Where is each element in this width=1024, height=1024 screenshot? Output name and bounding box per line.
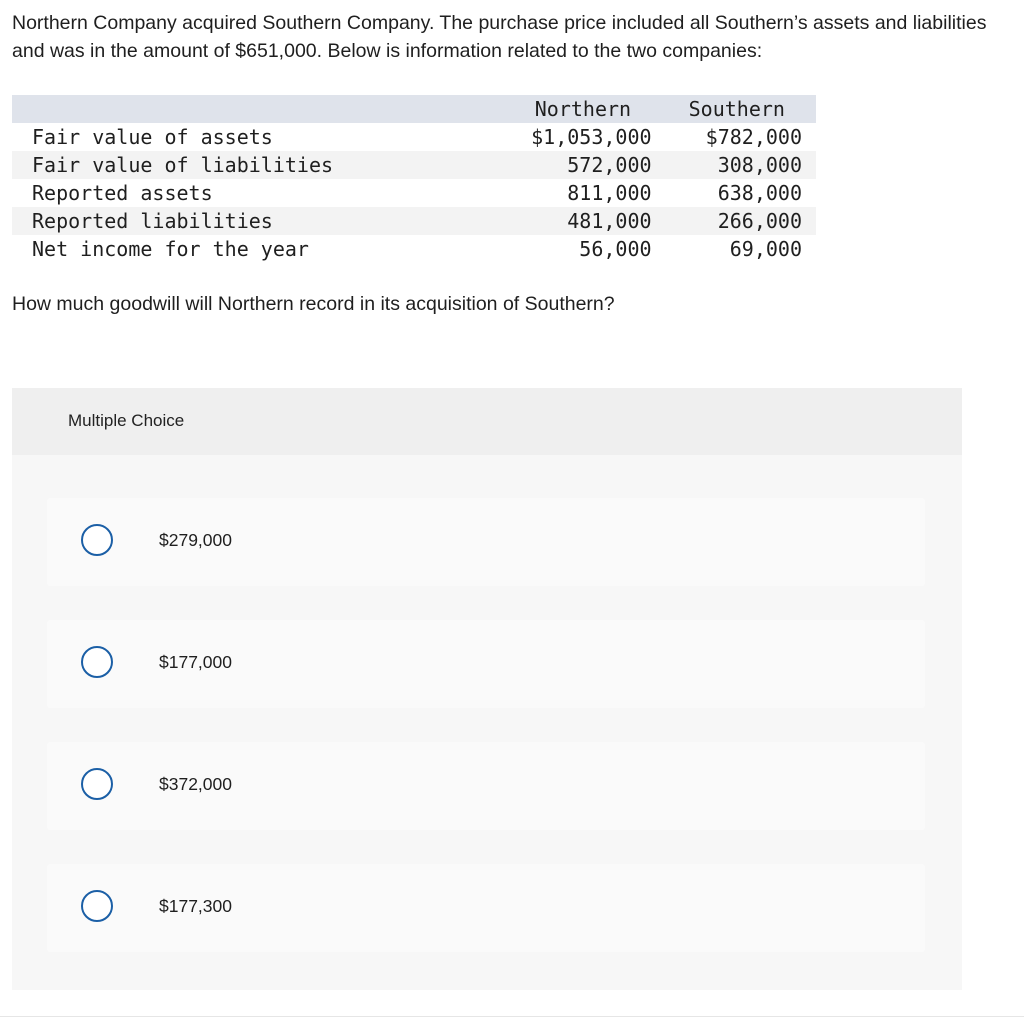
- bottom-divider: [0, 1016, 1024, 1017]
- southern-value: 638,000: [717, 181, 802, 205]
- southern-value: 69,000: [729, 237, 802, 261]
- answer-option-label[interactable]: $279,000: [159, 530, 232, 550]
- radio-button[interactable]: [81, 768, 113, 800]
- header-label: [12, 95, 474, 123]
- table-header-row: [12, 95, 816, 123]
- answer-option-label[interactable]: $177,300: [159, 896, 232, 916]
- table-row: [12, 207, 816, 235]
- radio-button[interactable]: [81, 646, 113, 678]
- answer-option-label[interactable]: $372,000: [159, 774, 232, 794]
- southern-value: 266,000: [717, 209, 802, 233]
- answer-option-label[interactable]: $177,000: [159, 652, 232, 672]
- radio-button[interactable]: [81, 524, 113, 556]
- table-row: [12, 179, 816, 207]
- question-intro: Northern Company acquired Southern Company. The purchase price included all Southern’s assets and liabilities and was in the amount of $651,000. Below is information related to the two companies:: [12, 12, 987, 62]
- northern-value: 572,000: [567, 153, 652, 177]
- row-label: Fair value of liabilities: [32, 153, 334, 177]
- table-row: [12, 151, 816, 179]
- table-row: [12, 123, 816, 151]
- company-data-table: [12, 95, 816, 263]
- northern-value: $1,053,000: [531, 125, 652, 149]
- northern-value: 481,000: [567, 209, 652, 233]
- header-southern: Southern: [688, 97, 785, 121]
- answer-option[interactable]: [47, 742, 925, 830]
- southern-value: $782,000: [705, 125, 802, 149]
- radio-button[interactable]: [81, 890, 113, 922]
- answer-option[interactable]: [47, 498, 925, 586]
- answer-option[interactable]: [47, 864, 925, 952]
- table-row: [12, 235, 816, 263]
- answer-option[interactable]: [47, 620, 925, 708]
- multiple-choice-panel: [12, 388, 962, 990]
- header-northern: Northern: [534, 97, 632, 121]
- question-prompt: How much goodwill will Northern record in its acquisition of Southern?: [12, 293, 615, 315]
- northern-value: 811,000: [567, 181, 652, 205]
- row-label: Fair value of assets: [32, 125, 273, 149]
- multiple-choice-header: [12, 388, 962, 455]
- row-label: Net income for the year: [32, 237, 309, 261]
- multiple-choice-title: Multiple Choice: [68, 411, 185, 430]
- southern-value: 308,000: [717, 153, 802, 177]
- row-label: Reported assets: [32, 181, 213, 205]
- row-label: Reported liabilities: [32, 209, 273, 233]
- northern-value: 56,000: [579, 237, 652, 261]
